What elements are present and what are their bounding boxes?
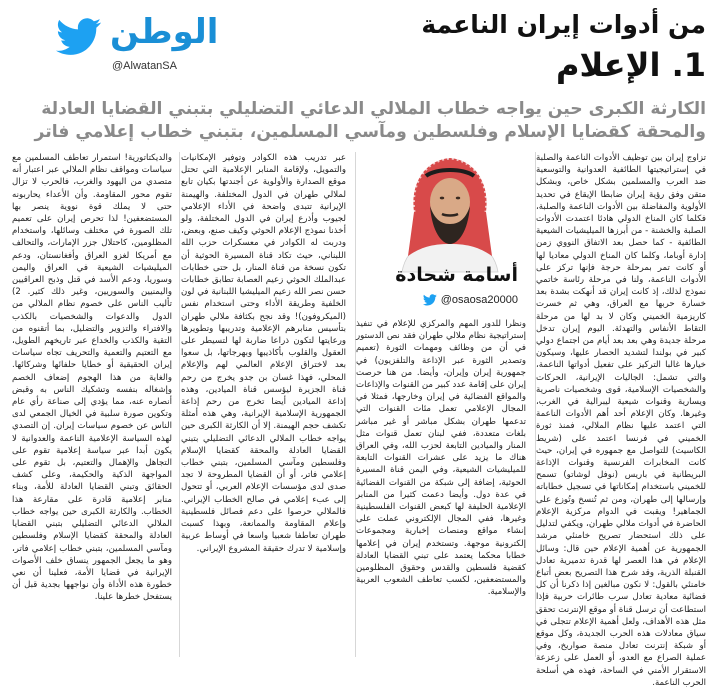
brand-logo[interactable] bbox=[48, 6, 248, 78]
article-headline: الكارثة الكبرى حين يواجه خطاب الملالي الدعائي التضليلي بتبني القضايا العادلة والمحقة كقضايا الإسلام وفلسطين ومآسي المسلمين، بتبني خطاب إعلامي فاتر bbox=[34, 99, 706, 142]
article-column-2 bbox=[356, 318, 526, 657]
author-photo bbox=[396, 152, 504, 272]
author-handle-row[interactable] bbox=[423, 294, 518, 306]
brand-logo-text: الوطن bbox=[110, 12, 219, 52]
author-handle[interactable]: @osaosa20000 bbox=[440, 294, 518, 306]
title-block bbox=[286, 8, 706, 86]
column-4-text: والديكتاتورية! استمرار تعاطف المسلمين مع سياسات ومواقف نظام الملالي عبر اعتبار أنه متصدي من اليهود والغرب، فالحرب لا تزال تقوم محور المقاومة. وأن الأعداء يحاربونه حتى لا يملك قوة نووية ينصر بها المستضعفين! لذا تحرص إيران على تعميم تلك الصورة في مختلف وسائلها، واستخدام المظلومين، كاحتلال جزر الإمارات، والتحالف مع أمريكا لغزو العراق وأفغانستان، ودعم الميليشيات الشيعية في العراق واليمن وسوريا، ودعم الأسد في قتل وذبح العراقيين واليمنيين والسوريين، وغير ذلك كثير. 2) تأليب الناس على خصوم نظام الملالي من الدول والدعوات والشخصيات بالكذب والافتراء والتزوير والتضليل، بما أتقنوه من التقية والكذب والخداع عبر تاريخهم الطويل، مع التعتيم والتعمية والتحريف تجاه سياسات إيران الحقيقية أو خطايا حلفائها وشركائها. والغاية من هذا الهجوم إضعاف الخصم وإشغاله بنفسه وتشكيك الناس به وقبض أنصاره عنه، مما يؤدي إلى صناعة رأي عام وتكوين صورة سلبية في الخيال الجمعي لدى الناس عن خصوم سياسات إيران. إن التصدي لهذه السياسة الإعلامية الناعمة والعدوانية لا يكون أبدا عبر سياسة إعلامية تقوم على التجاهل والإهمال والتعتيم، بل تقوم على المواجهة الذكية والحكيمة، وعلى كشف الحقائق وتبني القضايا العادلة للأمة، وبناء منابر إعلامية قادرة على مقارعة هذا الخطاب. والكارثة الكبرى حين يواجه خطاب الملالي الدعائي التضليلي بتبني القضايا العادلة والمحقة كقضايا الإسلام وفلسطين ومآسي المسلمين، بتبني خطاب إعلامي فاتر، وهو ما يجعل الجمهور ينساق خلف الأصوات الإيرانية في قضايا الأمة، فعلينا أن نعي خطورة هذه الأداة وأن نواجهها بجدية قبل أن يستفحل خطرها علينا. bbox=[12, 153, 172, 603]
article-column-1 bbox=[536, 152, 706, 688]
brand-handle[interactable]: @AlwatanSA bbox=[112, 60, 177, 72]
page-title: 1. الإعلام bbox=[556, 46, 706, 84]
series-title: من أدوات إيران الناعمة bbox=[421, 10, 706, 39]
column-1-text: تزاوج إيران بين توظيف الأدوات الناعمة والصلبة في إستراتيجيتها الطائفية العدوانية والتوسعية ضد العرب والمسلمين بشكل خاص، وبشكل متقن وفق رؤية إيران ضابطا الإيقاع في تحديد الأولوية والمفاضلة بين الأدوات الناعمة والصلبة، فكلما كان المناخ الدولي هادئا اعتمدت الأدوات الصلبة والخشنة - من أبرزها الميليشيات الشيعية الطائفية - كما حصل بعد الاتفاق النووي زمن إدارة أوباما، وكلما كان المناخ الدولي معاديا لها أو كانت تمر بمرحلة حرجة فإنها تركز على الأدوات الناعمة، ولنا في مرحلة رئاسة خاتمي نموذج لذلك، إذ كانت إيران قد أنهكت بشدة بعد خسارة حربها مع العراق، وهي ثم خسرت كاريزمية الخميني وكان لا بد لها من مرحلة التقاط الأنفاس والتهدئة. اليوم إيران تدخل مرحلة جديدة وهي بعد بعد أيام من اجتماع دولي كبير في بولندا لتشديد الحصار عليها، وسيكون خيارها غالبا التركيز على تفعيل أدواتها الناعمة، والتي تشمل: الجاليات الإيرانية، الحركات والشخصيات الإسلامية، قوى وشخصيات ناصرية ويسارية وقنوات شيعية ليبرالية في الغرب، وغيرها. وكان الإعلام أحد أهم الأدوات الناعمة التي اعتمد عليها نظام الملالي، فمنذ ثورة الخميني في فرنسا اعتمد على (شريط الكاسيت) للتواصل مع جمهوره في إيران، حيث كانت المخابرات الفرنسية وقنوات الإذاعة البريطانية في باريس (نوفل لوشاتو) تسمح للخميني باستخدام إمكاناتها في تسجيل خطاباته وإرسالها إلى طهران، ومن ثم تُنسخ وتُوزع على الجماهير! ويقبت في الدوام مركزية الإعلام الحاضرة في أدوات ملالي طهران، ويكفي لتدليل على ذلك استحضار تصريح خامنئي مرشد الجمهورية عن أهمية الإعلام حين قال: وسائل الإعلام في هذا العصر لها قدرة تدميرية تعادل القنبلة الذرية، وقد شرح هذا التصريح بعض أتباع خامنئي بالقول: لا نكون مبالغين إذا ذكرنا أن كل فضائية معادية تعادل سرب طائرات حربية فإذا استطاعت أن ترسل قناة أو موقع الإنترنت تحقق مثل هذه الأهداف، ولعل أهمية الإعلام تتجلى في سياق معادلات هذه الحرب الجديدة، وكل موقع أو شبكة إنترنت تعادل منصة صواريخ، وفي عملية الصراع مع العدو، أو العمل على زعزعة الاستقرار الأمني في الساحة، فهذه هي أسلحة الحرب الناعمة. bbox=[536, 153, 706, 688]
article-column-3 bbox=[181, 152, 346, 657]
twitter-bird-icon bbox=[423, 294, 437, 306]
column-2-text: ونظرا للدور المهم والمركزي للإعلام في تنفيذ إستراتيجية نظام ملالي طهران فقد نص الدستور في أن من وظائف ومهمات الثورة (تعميم وتصدير الثورة عبر الإذاعة والتلفزيون) في جمهورية إيران وإيران، وأيضا. من هنا حرصت إيران على إقامة عدد كبير من القنوات والإذاعات والمواقع الفضائية في إيران وخارجها، فمثلا في المجال الإعلامي تعمل مئات القنوات التي تدعمها طهران بشكل مباشر أو غير مباشر بلغات متعددة، ففي لبنان تعمل قنوات مثل المنار والميادين التابعة لحزب الله، وفي العراق هناك ما يزيد على عشرات القنوات التابعة للميليشيات الشيعية، وفي اليمن قناة المسيرة الحوثية، إضافة إلى شبكة من القنوات الفضائية في عدة دول. وأيضا دعمت كثيرا من المنابر الإعلامية الحليفة لها كبعض القنوات الفلسطينية وغيرها، ففي المجال الإلكتروني عملت على إنشاء مواقع ومنصات إخبارية ومجموعات إلكترونية موجهة. وتستخدم إيران في إعلامها خطابا محكما يعتمد على تبني القضايا العادلة كقضية فلسطين والقدس وحقوق المظلومين والمستضعفين، لكسب تعاطف الشعوب العربية والإسلامية. bbox=[356, 319, 526, 598]
author-name: أسامة شحادة bbox=[395, 264, 518, 286]
column-divider bbox=[179, 152, 180, 657]
author-box bbox=[356, 152, 526, 314]
column-3-text: عبر تدريب هذه الكوادر وتوفير الإمكانيات والتمويل، ولإقامة المنابر الإعلامية التي تحتل موقع الصدارة والأولوية عن أجندتها بكيان تابع لملالي طهران في الدول المختلفة. والهيمنة الإيرانية تتبدى واضحة في الأداء الإعلامي لجيوب وأذرع إيران في الدول المختلفة، ولو أخذنا نموذج الإعلام الحوثي وكيف صنع، وبعض، ودربت له الكوادر في معسكرات حزب الله اللبناني، حيث تكاد قناة المسيرة الحوثية أن تكون نسخة من قناة المنار، بل حتى خطابات عبدالملك الحوثي زعيم العصابة تطابق خطابات حسن نصر الله زعيم الميليشيا اللبنانية في لون الخلفية وطريقة الأداء وحتى استخدام نفس (الميكروفون)! وقد نجح بكثافة ملالي طهران بتأسيس منابرهم الإعلامية وتدريبها وتطويرها ورعايتها لتكون ذراعا ضاربة لها لتسيطر على العقول والقلوب بأكاذيبها وبهرجاتها، بل سعوا بعد لاختراق الإعلام العالمي لهم والإعلام المحلي، فهذا غسان بن جدو يخرج من رحم قناة الجزيرة ليؤسس قناة الميادين، وهذه إذاعة الميادين أيضا تخرج من رحم إذاعة الجمهورية الإسلامية الإيرانية، وهي هذه أمثلة تكشف حجم الهيمنة. إلا أن الكارثة الكبرى حين يواجه خطاب الملالي الدعائي التضليلي بتبني القضايا العادلة والمحقة كقضايا الإسلام وفلسطين ومآسي المسلمين، بتبني خطاب إعلامي فاتر، أو أن القضايا المطروحة لا تجد صدى لدى مؤسسات الإعلام العربي، أو تتحول إلى عبء إعلامي في صالح الخطاب الإيراني. فالملالي حرصوا على دعم فصائل فلسطينية وإعلام المقاومة والممانعة، وبهذا كسبت طهران تعاطفا شعبيا واسعا في أوساط عربية وإسلامية لا تدرك حقيقة المشروع الإيراني. bbox=[181, 153, 346, 554]
twitter-bird-icon bbox=[56, 18, 102, 56]
article-column-4 bbox=[12, 152, 172, 657]
